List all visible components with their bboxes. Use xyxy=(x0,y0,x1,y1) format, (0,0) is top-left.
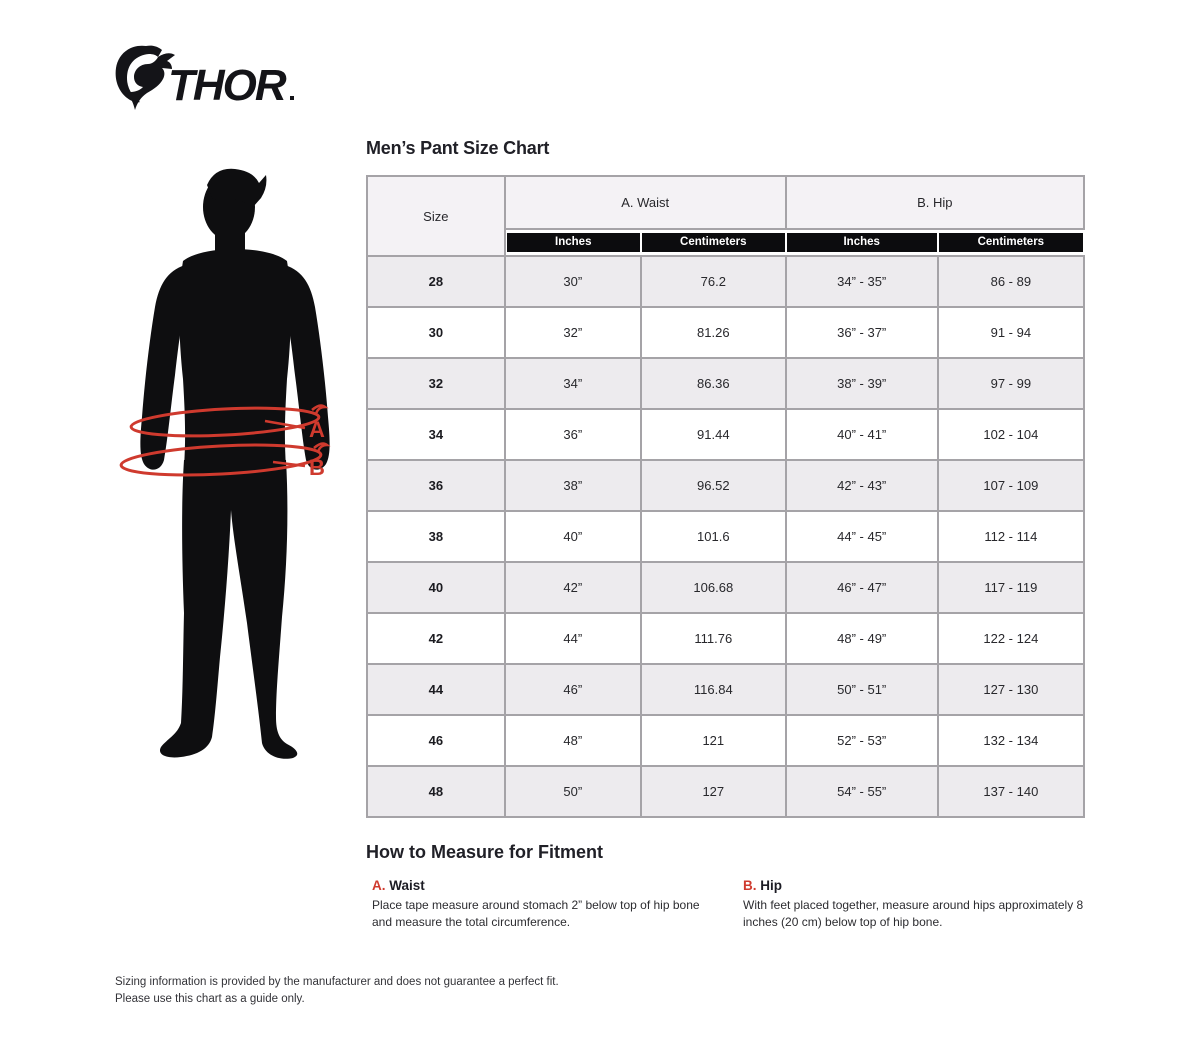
hip-centimeters-cell: 112 - 114 xyxy=(938,511,1084,562)
size-cell: 30 xyxy=(367,307,505,358)
unit-chip: Centimeters xyxy=(642,233,785,252)
hip-inches-cell: 40” - 41” xyxy=(786,409,938,460)
waist-centimeters-cell: 101.6 xyxy=(641,511,786,562)
waist-centimeters-cell: 121 xyxy=(641,715,786,766)
hip-inches-cell: 54” - 55” xyxy=(786,766,938,817)
hip-marker-label: B xyxy=(309,455,325,480)
waist-inches-cell: 48” xyxy=(505,715,641,766)
waist-inches-cell: 34” xyxy=(505,358,641,409)
hip-centimeters-cell: 117 - 119 xyxy=(938,562,1084,613)
table-row xyxy=(367,766,1084,817)
unit-chip: Inches xyxy=(787,233,937,252)
waist-inches-cell: 44” xyxy=(505,613,641,664)
hip-inches-cell: 52” - 53” xyxy=(786,715,938,766)
hip-inches-cell: 48” - 49” xyxy=(786,613,938,664)
size-chart xyxy=(366,175,1085,818)
table-row xyxy=(367,460,1084,511)
table-row xyxy=(367,613,1084,664)
size-cell: 48 xyxy=(367,766,505,817)
waist-centimeters-cell: 111.76 xyxy=(641,613,786,664)
hip-centimeters-cell: 122 - 124 xyxy=(938,613,1084,664)
disclaimer-line-1: Sizing information is provided by the manufacturer and does not guarantee a perfect fit. xyxy=(115,976,559,988)
waist-instructions xyxy=(372,878,717,932)
table-row xyxy=(367,256,1084,307)
hip-centimeters-cell: 132 - 134 xyxy=(938,715,1084,766)
left-leg-shape xyxy=(160,460,231,757)
hip-inches-header xyxy=(786,229,938,256)
waist-centimeters-cell: 86.36 xyxy=(641,358,786,409)
hip-prefix: B. xyxy=(743,878,757,893)
hip-centimeters-cell: 127 - 130 xyxy=(938,664,1084,715)
table-row xyxy=(367,562,1084,613)
waist-inches-cell: 40” xyxy=(505,511,641,562)
hip-inches-cell: 36” - 37” xyxy=(786,307,938,358)
size-cell: 40 xyxy=(367,562,505,613)
goat-head-icon xyxy=(116,46,175,110)
waist-centimeters-header xyxy=(641,229,786,256)
waist-inches-cell: 32” xyxy=(505,307,641,358)
waist-group-header: A. Waist xyxy=(505,176,786,229)
hip-inches-cell: 50” - 51” xyxy=(786,664,938,715)
table-row xyxy=(367,307,1084,358)
hip-centimeters-cell: 137 - 140 xyxy=(938,766,1084,817)
size-cell: 28 xyxy=(367,256,505,307)
waist-inches-cell: 42” xyxy=(505,562,641,613)
table-row xyxy=(367,511,1084,562)
hip-centimeters-cell: 107 - 109 xyxy=(938,460,1084,511)
waist-centimeters-cell: 116.84 xyxy=(641,664,786,715)
waist-centimeters-cell: 96.52 xyxy=(641,460,786,511)
waist-centimeters-cell: 127 xyxy=(641,766,786,817)
hip-instructions xyxy=(743,878,1088,932)
disclaimer-line-2: Please use this chart as a guide only. xyxy=(115,993,305,1006)
disclaimer xyxy=(115,974,559,1009)
measurement-figure xyxy=(115,165,360,765)
waist-marker-label: A xyxy=(309,417,325,442)
waist-centimeters-cell: 81.26 xyxy=(641,307,786,358)
hip-inches-cell: 34” - 35” xyxy=(786,256,938,307)
waist-inches-cell: 30” xyxy=(505,256,641,307)
hip-centimeters-cell: 102 - 104 xyxy=(938,409,1084,460)
size-cell: 36 xyxy=(367,460,505,511)
table-row xyxy=(367,409,1084,460)
size-cell: 32 xyxy=(367,358,505,409)
hip-inches-cell: 38” - 39” xyxy=(786,358,938,409)
hip-centimeters-cell: 86 - 89 xyxy=(938,256,1084,307)
size-table xyxy=(366,175,1085,818)
hip-instructions-label xyxy=(743,878,1088,893)
hip-centimeters-cell: 91 - 94 xyxy=(938,307,1084,358)
waist-inches-cell: 50” xyxy=(505,766,641,817)
waist-centimeters-cell: 76.2 xyxy=(641,256,786,307)
group-header-row xyxy=(367,176,1084,229)
waist-prefix: A. xyxy=(372,878,386,893)
size-cell: 42 xyxy=(367,613,505,664)
table-row xyxy=(367,358,1084,409)
waist-instructions-text: Place tape measure around stomach 2” below top of hip bone and measure the total circumference. xyxy=(372,898,700,930)
page-title: Men’s Pant Size Chart xyxy=(366,138,550,158)
size-cell: 38 xyxy=(367,511,505,562)
right-leg-shape xyxy=(231,460,297,759)
table-row xyxy=(367,715,1084,766)
size-column-header: Size xyxy=(367,176,505,256)
male-silhouette-svg xyxy=(115,165,360,765)
waist-centimeters-cell: 91.44 xyxy=(641,409,786,460)
waist-inches-cell: 46” xyxy=(505,664,641,715)
waist-inches-header xyxy=(505,229,641,256)
logo-wordmark: THOR xyxy=(168,61,285,110)
hip-inches-cell: 42” - 43” xyxy=(786,460,938,511)
hip-centimeters-header xyxy=(938,229,1084,256)
size-cell: 34 xyxy=(367,409,505,460)
left-arm-shape xyxy=(140,265,186,470)
howto-heading: How to Measure for Fitment xyxy=(366,842,604,862)
thor-logo xyxy=(112,44,302,116)
waist-inches-cell: 38” xyxy=(505,460,641,511)
size-cell: 46 xyxy=(367,715,505,766)
hip-inches-cell: 46” - 47” xyxy=(786,562,938,613)
hip-instructions-text: With feet placed together, measure around hips approximately 8 inches (20 cm) below top of hip bone. xyxy=(743,898,1084,930)
unit-chip: Inches xyxy=(507,233,640,252)
hip-label: Hip xyxy=(760,878,783,893)
thor-logo-svg xyxy=(112,44,302,116)
size-table-body xyxy=(367,256,1084,817)
unit-chip: Centimeters xyxy=(939,233,1083,252)
waist-centimeters-cell: 106.68 xyxy=(641,562,786,613)
size-cell: 44 xyxy=(367,664,505,715)
waist-inches-cell: 36” xyxy=(505,409,641,460)
logo-trademark-dot xyxy=(290,96,294,100)
table-row xyxy=(367,664,1084,715)
hip-group-header: B. Hip xyxy=(786,176,1084,229)
hip-inches-cell: 44” - 45” xyxy=(786,511,938,562)
hip-centimeters-cell: 97 - 99 xyxy=(938,358,1084,409)
waist-label: Waist xyxy=(389,878,425,893)
waist-instructions-label xyxy=(372,878,717,893)
